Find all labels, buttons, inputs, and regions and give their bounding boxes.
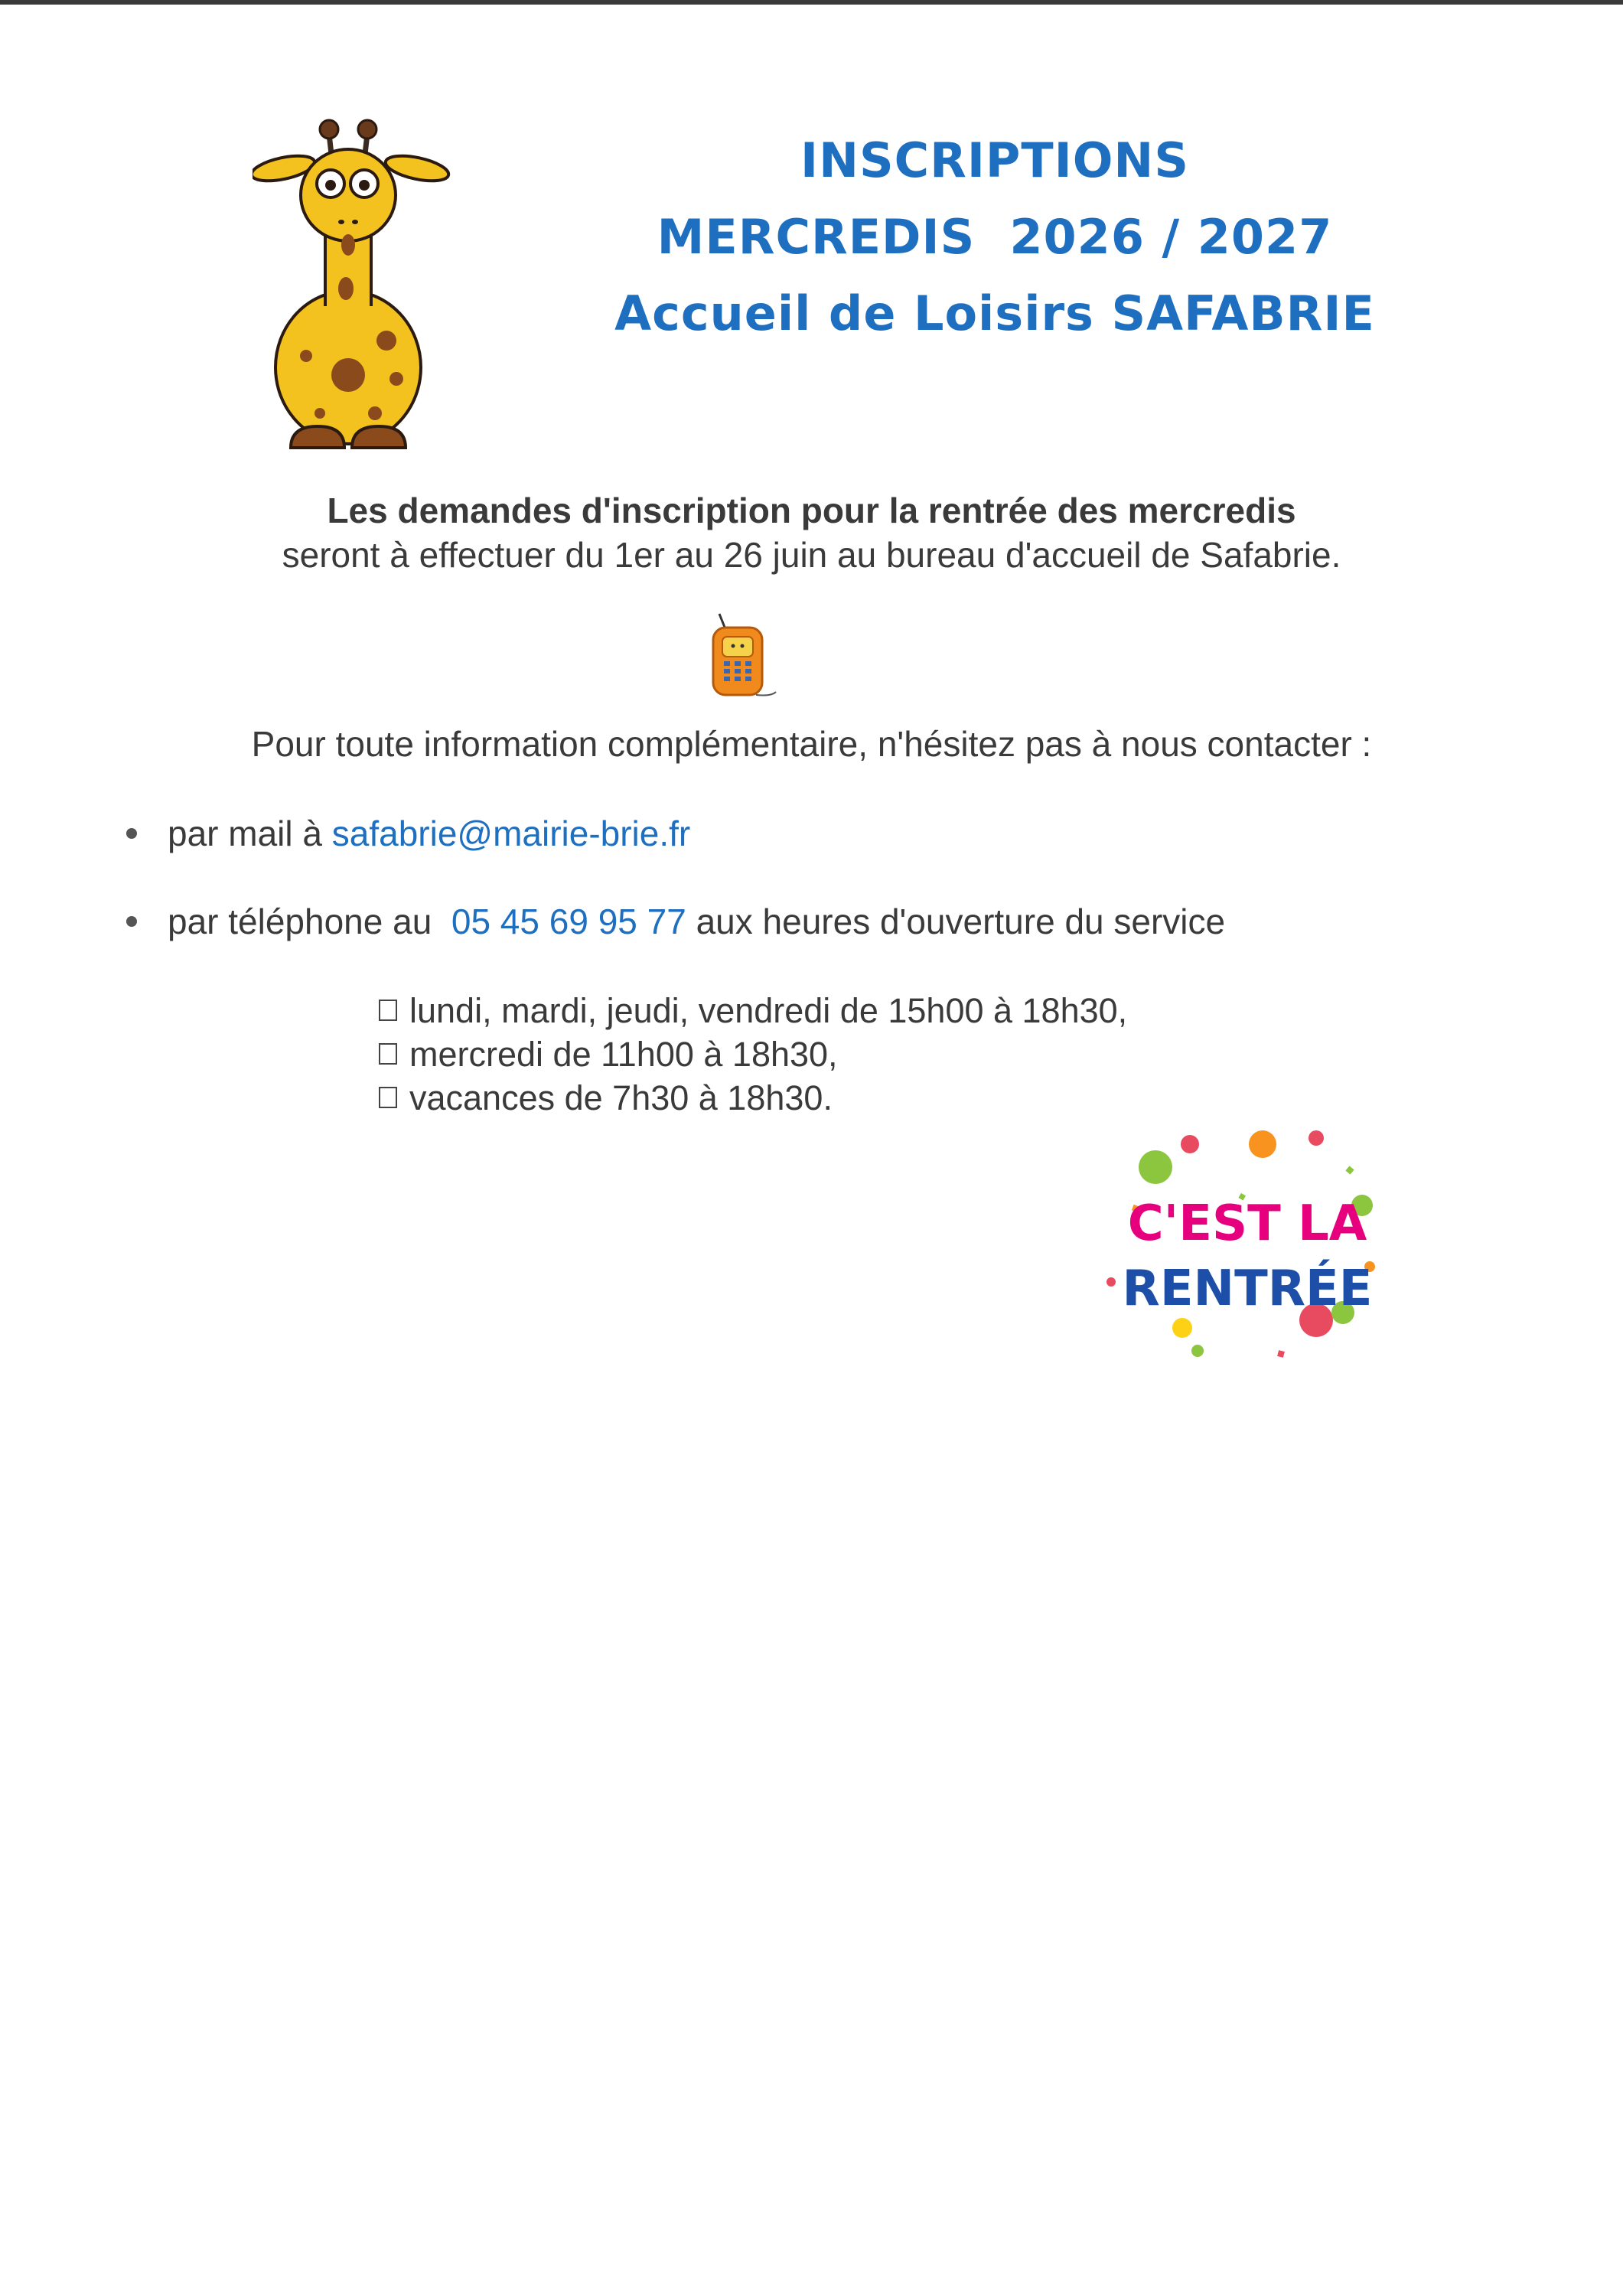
phone-prefix: par téléphone au <box>168 902 451 941</box>
checkbox-icon <box>379 1087 397 1108</box>
hours-text: vacances de 7h30 à 18h30. <box>409 1078 833 1117</box>
title-block <box>490 122 1500 352</box>
bullet-icon <box>126 828 137 839</box>
checkbox-icon <box>379 1000 397 1021</box>
title-accueil-loisirs: Accueil de Loisirs SAFABRIE <box>614 285 1375 341</box>
hours-text: mercredi de 11h00 à 18h30, <box>409 1035 838 1074</box>
phone-icon <box>702 612 779 704</box>
scan-top-edge <box>0 0 1623 5</box>
hours-text: lundi, mardi, jeudi, vendredi de 15h00 à 18h30, <box>409 991 1128 1030</box>
contact-mail-item <box>126 813 690 854</box>
rentree-line1: C'EST LA <box>1127 1195 1367 1252</box>
giraffe-illustration <box>253 111 451 455</box>
hours-item <box>379 1032 1127 1076</box>
title-inscriptions: INSCRIPTIONS <box>800 132 1189 188</box>
contact-lead-text: Pour toute information complémentaire, n'hésitez pas à nous contacter : <box>251 724 1372 764</box>
hours-item <box>379 989 1127 1032</box>
opening-hours-list <box>379 989 1127 1120</box>
intro-dates-text: seront à effectuer du 1er au 26 juin au bureau d'accueil de Safabrie. <box>282 535 1341 575</box>
checkbox-icon <box>379 1043 397 1065</box>
phone-suffix: aux heures d'ouverture du service <box>686 902 1226 941</box>
rentree-line2: RENTRÉE <box>1122 1261 1373 1317</box>
mail-link[interactable]: safabrie@mairie-brie.fr <box>331 814 691 853</box>
mail-prefix: par mail à <box>168 814 332 853</box>
title-mercredis-year: MERCREDIS 2026 / 2027 <box>657 209 1333 265</box>
hours-item <box>379 1076 1127 1120</box>
rentree-badge <box>1094 1121 1400 1374</box>
contact-phone-item <box>126 901 1225 942</box>
intro-bold-text: Les demandes d'inscription pour la rentrée des mercredis <box>327 491 1296 530</box>
phone-link[interactable]: 05 45 69 95 77 <box>451 902 686 941</box>
bullet-icon <box>126 916 137 927</box>
